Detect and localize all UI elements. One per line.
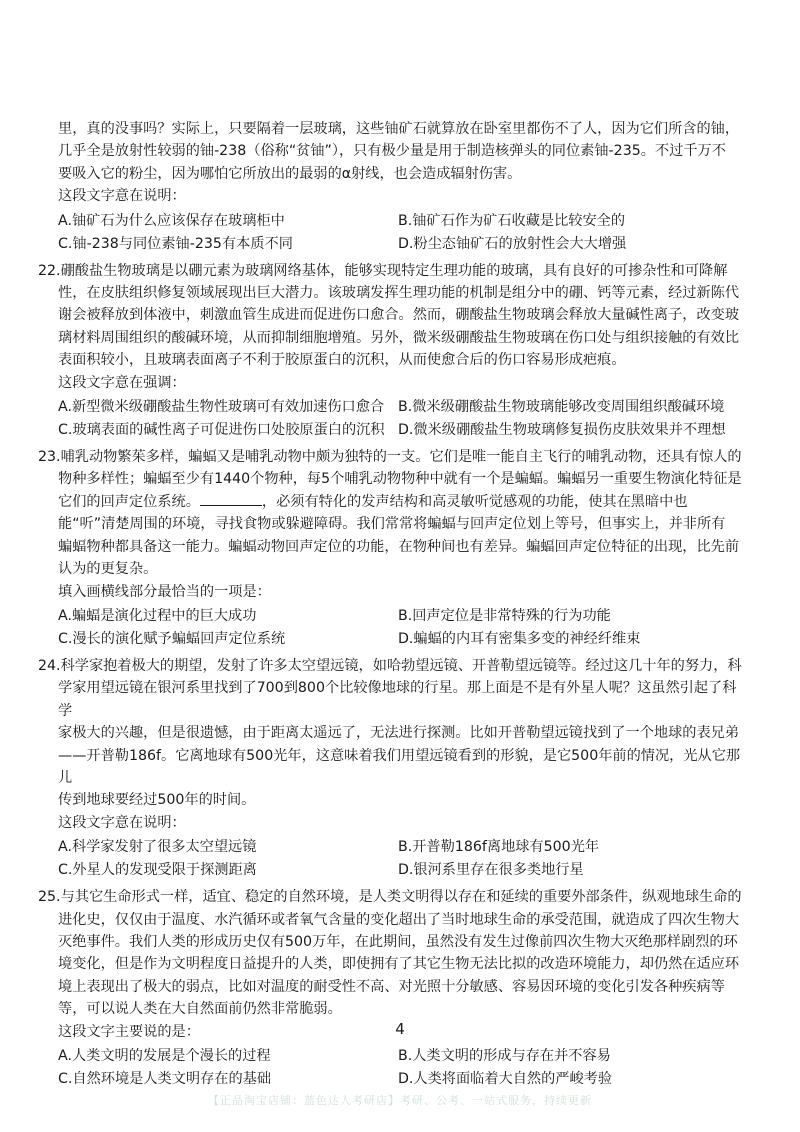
watermark-footer: 【正品淘宝店铺：蓝色达人考研店】考研、公考、一站式服务，持续更新: [208, 1094, 592, 1107]
q21-option-b: B.铀矿石作为矿石收藏是比较安全的: [398, 212, 626, 229]
q24-line-5: 传到地球要经过500年的时间。: [58, 792, 256, 809]
question-text-block: [38, 118, 748, 1095]
q24-line-3: 家极大的兴趣，但是很遗憾，由于距离太遥远了，无法进行探测。比如开普勒望远镜找到了一个地球的表兄弟: [58, 725, 740, 742]
q22-line-2: 性，在皮肤组织修复领域展现出巨大潜力。该玻璃发挥生理功能的机制是组分中的硼、钙等元素，经过新陈代: [58, 285, 740, 302]
q22-option-b: B.微米级硼酸盐生物玻璃能够改变周围组织酸碱环境: [398, 399, 725, 416]
q21-line-1: 里，真的没事吗？实际上，只要隔着一层玻璃，这些铀矿石就算放在卧室里都伤不了人，因为它们所含的铀，: [58, 121, 740, 137]
q25-line-6: 等，可以说人类在大自然面前仍然非常脆弱。: [58, 1001, 342, 1018]
q23-line-6: 认为的更复杂。: [58, 561, 158, 578]
fill-in-blank: [200, 491, 262, 506]
page-number: 4: [395, 1020, 405, 1038]
q23-line-4: 能“听”清楚周围的环境，寻找食物或躲避障碍。我们常常将蝙蝠与回声定位划上等号，但事实上，并非所有: [58, 516, 726, 533]
question-25: [38, 886, 748, 1091]
q22-option-a: A.新型微米级硼酸盐生物性玻璃可有效加速伤口愈合: [58, 399, 385, 416]
q22-prompt: 这段文字意在强调：: [58, 374, 186, 391]
q23-line-3: 它们的回声定位系统。 ，必须有特化的发声结构和高灵敏听觉感观的功能，使其在黑暗中也: [58, 491, 748, 513]
q22-line-3: 谢会被释放到体液中，刺激血管生成进而促进伤口愈合。然而，硼酸盐生物玻璃会释放大量碱性离子，改变玻: [58, 307, 740, 324]
q23-line-2: 物种多样性；蝙蝠至少有1440个物种，每5个哺乳动物物种中就有一个是蝙蝠。蝙蝠另一重要生物演化特征是: [58, 471, 742, 488]
q25-option-c: C.自然环境是人类文明存在的基础: [58, 1071, 272, 1087]
q25-line-3: 灭绝事件。我们人类的形成历史仅有500万年，在此期间，虽然没有发生过像前四次生物大灭绝那样剧烈的环: [58, 933, 738, 950]
q21-option-c: C.铀-238与同位素铀-235有本质不同: [58, 235, 293, 252]
question-23: [38, 446, 748, 651]
q24-number: 24.: [38, 657, 61, 674]
q25-line-5: 境上表现出了极大的弱点，比如对温度的耐受性不高、对光照十分敏感、容易因环境的变化引发各种疾病等: [58, 978, 725, 995]
q21-line-2: 几乎全是放射性较弱的铀-238（俗称“贫铀”），只有极少量是用于制造核弹头的同位素铀-235。不过千万不: [58, 143, 726, 160]
q25-line-1: 25.与其它生命形式一样，适宜、稳定的自然环境，是人类文明得以存在和延续的重要外部条件，纵观地球生命的: [38, 889, 742, 906]
q21-options: [58, 210, 748, 256]
q24-prompt: 这段文字意在说明：: [58, 814, 186, 831]
q25-line-2: 进化史，仅仅由于温度、水汽循环或者氧气含量的变化超出了当时地球生命的承受范围，就造成了四次生物大: [58, 911, 740, 928]
q23-option-c: C.漫长的演化赋予蝙蝠回声定位系统: [58, 630, 286, 647]
q25-option-a: A.人类文明的发展是个漫长的过程: [58, 1048, 271, 1064]
q24-option-a: A.科学家发射了很多太空望远镜: [58, 839, 257, 856]
q22-option-c: C.玻璃表面的碱性离子可促进伤口处胶原蛋白的沉积: [58, 422, 385, 439]
q23-number: 23.: [38, 449, 61, 466]
q24-option-b: B.开普勒186f离地球有500光年: [398, 839, 600, 856]
q22-line-5: 表面积较小，且玻璃表面离子不利于胶原蛋白的沉积，从而使愈合后的伤口容易形成疤痕。: [58, 352, 626, 369]
q22-option-d: D.微米级硼酸盐生物玻璃修复损伤皮肤效果并不理想: [398, 422, 726, 439]
q23-option-d: D.蝙蝠的内耳有密集多变的神经纤维束: [398, 630, 641, 647]
q23-option-b: B.回声定位是非常特殊的行为功能: [398, 607, 611, 624]
q25-options: [58, 1045, 748, 1091]
q25-line-4: 境变化，但是作为文明程度日益提升的人类，即使拥有了其它生物无法比拟的改造环境能力，却仍然在适应环: [58, 956, 740, 973]
q24-line-2: 学家用望远镜在银河系里找到了700到800个比较像地球的行星。那上面是不是有外星人呢？这虽然引起了科学: [58, 680, 737, 719]
q21-line-3: 要吸入它的粉尘，因为哪怕它所放出的最弱的α射线，也会造成辐射伤害。: [58, 165, 522, 182]
q25-prompt: 这段文字主要说的是：: [58, 1023, 200, 1040]
q25-number: 25.: [38, 889, 61, 906]
q25-option-b: B.人类文明的形成与存在并不容易: [398, 1048, 611, 1064]
q23-prompt: 填入画横线部分最恰当的一项是：: [58, 583, 271, 600]
q22-line-1: 22.硼酸盐生物玻璃是以硼元素为玻璃网络基体，能够实现特定生理功能的玻璃，具有良好的可掺杂性和可降解: [38, 262, 728, 279]
q21-option-a: A.铀矿石为什么应该保存在玻璃柜中: [58, 212, 285, 229]
q24-option-d: D.银河系里存在很多类地行星: [398, 862, 584, 879]
q24-line-1: 24.科学家抱着极大的期望，发射了许多太空望远镜，如哈勃望远镜、开普勒望远镜等。经过这几十年的努力，科: [38, 657, 742, 674]
question-22: [38, 260, 748, 442]
q23-line-5: 蝙蝠物种都具备这一能力。蝙蝠动物回声定位的功能，在物种间也有差异。蝙蝠回声定位特征的出现，比先前: [58, 538, 740, 555]
question-24: [38, 655, 748, 882]
q24-options: [58, 836, 748, 882]
q21-prompt: 这段文字意在说明：: [58, 188, 186, 205]
q24-option-c: C.外星人的发现受限于探测距离: [58, 862, 257, 879]
q22-line-4: 璃材料周围组织的酸碱环境，从而抑制细胞增殖。另外，微米级硼酸盐生物玻璃在伤口处与组织接触的有效比: [58, 329, 740, 346]
q22-options: [58, 396, 748, 442]
q23-line-1: 23.哺乳动物繁茱多样，蝙蝠又是哺乳动物中颇为独特的一支。它们是唯一能自主飞行的哺乳动物，还具有惊人的: [38, 449, 742, 466]
q23-option-a: A.蝙蝠是演化过程中的巨大成功: [58, 607, 257, 624]
question-21: [58, 118, 748, 256]
q21-option-d: D.粉尘态铀矿石的放射性会大大增强: [398, 235, 627, 252]
q24-line-4: ——开普勒186f。它离地球有500光年，这意味着我们用望远镜看到的形貌，是它500年前的情况，光从它那儿: [58, 747, 741, 786]
q25-option-d: D.人类将面临着大自然的严峻考验: [398, 1071, 613, 1087]
q23-options: [58, 605, 748, 651]
q22-number: 22.: [38, 262, 61, 279]
